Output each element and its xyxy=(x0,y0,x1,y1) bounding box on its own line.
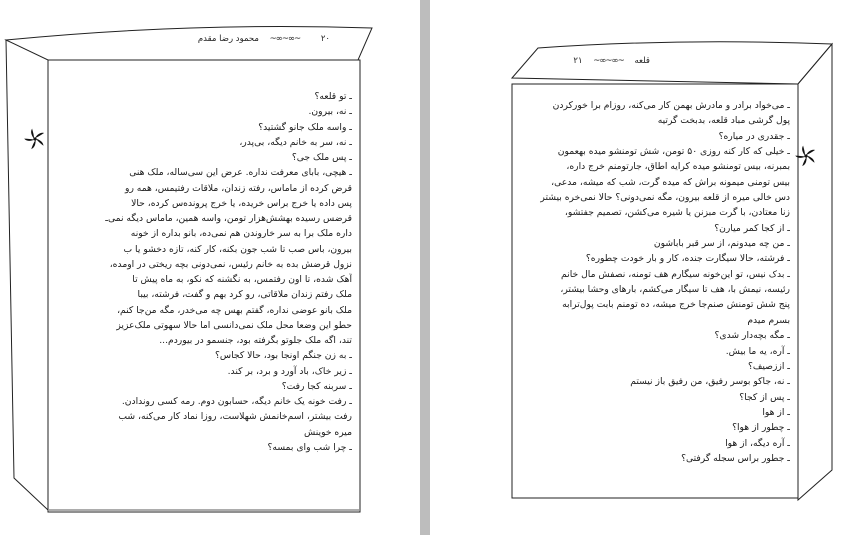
right-text-block xyxy=(522,98,790,466)
text-line: پس داده یا خرج براس خریده، یا خرج پرونده‌س کرده، حالا xyxy=(131,197,352,209)
text-line: ـ چطور از هوا؟ xyxy=(732,422,790,434)
text-line: داره ملک برا به سر خاروندن هم نمی‌ده، بانو بداره از خونه xyxy=(130,228,352,240)
text-line: ـ رفت خونه یک خانم دیگه، حسابون دوم. رمه کسی روندادن. xyxy=(121,396,352,407)
text-line: بیرون، باس صب تا شب جون بکنه، کار کنه، تازه دخشو یا ب xyxy=(123,243,352,255)
text-line: ـ واسه ملک جانو گشتید؟ xyxy=(258,121,352,133)
text-line: قرض کرده از ماماس، رفته زندان، ملاقات رفتیمس، همه رو xyxy=(125,182,352,194)
text-line: تند، اگه ملک جلوتو بگرفته بود، جنسمو در بیوردم... xyxy=(159,335,352,346)
text-line: رفت بیشتر، اسم‌خانمش شهلاست، روزا نماد کار می‌کنه، شب xyxy=(118,411,352,423)
text-line: ـ هیچی، بابای معرفت نداره. عرض این سی‌ساله، ملک هنی xyxy=(129,167,352,179)
text-line: ـ سربنه کجا رفت؟ xyxy=(281,380,352,392)
text-line: بمبرنه، بیس تومنشو میده کرایه اطاق، جارتومنم خرج داره، xyxy=(566,161,790,173)
text-line: ـ تو قلعه؟ xyxy=(314,91,352,102)
text-line: ـ پس ملک جی؟ xyxy=(291,152,352,163)
text-line: آهک شده، تا اون رفتمس، به نگشنه که نکو، به ماه پیش تا xyxy=(132,274,352,285)
left-head-ornament: ~∞~∞~ xyxy=(269,34,301,44)
pinwheel-ornament-icon xyxy=(24,128,46,150)
text-line: ملک رفتم زندان ملاقاتی، رو کرد بهم و گفت، فرشته، بیبا xyxy=(137,289,352,301)
left-text-block xyxy=(60,89,352,455)
text-line: ملک بانو عوضی نداره، گفتم بهس چه می‌خدر، مگه من‌جا کنم، xyxy=(117,304,352,316)
right-page-number: ۲۱ xyxy=(573,56,583,66)
text-line: رئیسه، نیمش با، هف تا سیگار می‌کشم، بارهای وحشا بیشتر، xyxy=(560,284,790,296)
right-running-head xyxy=(563,56,650,66)
left-running-head xyxy=(198,34,330,44)
text-line: ـ نه، بیرون. xyxy=(308,106,352,118)
text-line: زنا معتادن، با گرت مبزنن یا شیره می‌کشن، تصمیم جفتشو، xyxy=(564,207,790,219)
text-line: قرضس رسیده بهشش‌هزار تومن، واسه همین، ماماس دیگه نمی‌ـ xyxy=(105,213,352,224)
pinwheel-ornament-icon xyxy=(795,145,817,167)
text-line: حطو این وضعا محل ملک نمی‌دانسی اما حالا سهوتی ملک‌عزیز xyxy=(116,319,352,331)
text-line: میره خوینش xyxy=(304,426,352,438)
text-line: دس خالی میره از قلعه بیرون، مگه نمی‌دونی؟ حالا نمی‌خره بیشتر xyxy=(540,192,790,204)
book-gutter xyxy=(420,0,430,535)
text-line: ـ مگه بچه‌دار شدی؟ xyxy=(714,330,790,342)
left-running-title: محمود رضا مقدم xyxy=(197,34,259,44)
text-line: ـ پس از کجا؟ xyxy=(739,391,790,403)
right-page xyxy=(430,0,850,535)
right-head-ornament: ~∞~∞~ xyxy=(593,56,624,66)
right-running-title: قلعه xyxy=(634,56,650,66)
left-page xyxy=(0,0,420,535)
text-line: بسرم میدم xyxy=(747,314,790,326)
text-line: ـ خیلی که کار کنه روزی ۵۰ تومن، شش تومنشو میده بهعمون xyxy=(557,146,790,158)
text-line: ـ نه، سر به خانم دیگه، بی‌پدر، xyxy=(239,136,352,148)
text-line: نزول قرضش بده به خانم رئیس، نمی‌دونی بچه ریختی در اومده، xyxy=(109,258,352,270)
text-line: ـ به زن جنگم اونجا بود، حالا کجاس؟ xyxy=(215,350,352,362)
text-line: ـ نه، جاکو بوسر رفیق، من رفیق باز نیستم xyxy=(630,376,790,388)
text-line: ـ آره، یه ما بیش. xyxy=(725,345,790,357)
text-line: ـ از هوا xyxy=(762,406,790,418)
text-line: ـ زیر خاک، باد آورد و برد، بر کند. xyxy=(227,365,352,377)
text-line: ـ آره دیگه، از هوا xyxy=(725,437,790,449)
text-line: بیس تومنی میمونه براش که میده گرت، شب که میشه، مدعی، xyxy=(551,176,790,188)
text-line: ـ فرشته، حالا سیگارت جنده، کار و بار خودت چطوره؟ xyxy=(585,253,790,265)
left-page-number: ۲۰ xyxy=(320,34,330,44)
text-line: ـ ازز‌صیف؟ xyxy=(748,360,790,372)
text-line: ـ بدک نیس، تو این‌خونه سیگارم هف تومنه، نصفش مال خانم xyxy=(561,268,790,280)
text-line: ـ از کجا کمر میارن؟ xyxy=(714,222,790,234)
text-line: ـ من چه میدونم، از سر قبر باباشون xyxy=(653,238,790,250)
text-line: ـ می‌خواد برادر و مادرش بهمن کار می‌کنه، روزام برا خورکردن xyxy=(552,100,790,111)
text-line: ـ جقدری در میاره؟ xyxy=(718,130,790,142)
text-line: پنج شش تومنش صنم‌جا خرج میشه، ده تومنم بابت پول‌ترابه xyxy=(562,299,790,311)
text-line: ـ چرا شب وای بمسه؟ xyxy=(267,441,352,453)
text-line: ـ جطور براس سجله گرفتی؟ xyxy=(681,452,790,464)
text-line: پول گرشی مباد قلعه، بدبخت گرتیه xyxy=(657,115,790,127)
